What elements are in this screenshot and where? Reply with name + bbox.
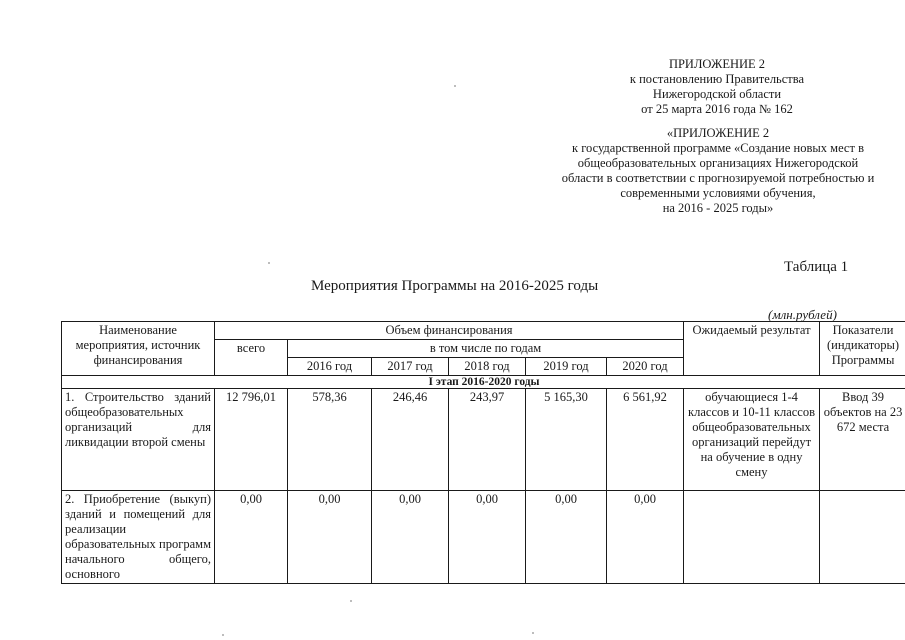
header-by-years: в том числе по годам — [288, 340, 684, 358]
appendix-line: от 25 марта 2016 года № 162 — [641, 102, 793, 116]
appendix-line: к постановлению Правительства — [629, 72, 805, 86]
scan-speck — [532, 632, 534, 634]
program-appendix-line: современными условиями обучения, — [620, 186, 816, 200]
program-appendix-line: области в соответствии с прогнозируемой потребностью и — [561, 171, 875, 185]
page-bottom-margin — [0, 584, 905, 640]
value-2019: 5 165,30 — [526, 389, 607, 491]
header-funding: Объем финансирования — [215, 322, 684, 340]
program-appendix-line: на 2016 - 2025 годы» — [662, 201, 774, 215]
scan-speck — [268, 262, 270, 264]
header-name: Наименование мероприятия, источник финансирования — [62, 322, 215, 376]
appendix-title: ПРИЛОЖЕНИЕ 2 — [668, 57, 766, 71]
value-total: 0,00 — [215, 491, 288, 584]
appendix-header — [612, 57, 822, 117]
program-appendix-line: к государственной программе «Создание новых мест в — [572, 141, 864, 155]
value-2018: 243,97 — [449, 389, 526, 491]
header-year: 2018 год — [449, 358, 526, 376]
stage-row: I этап 2016-2020 годы — [62, 376, 905, 389]
expected-result: обучающиеся 1-4 классов и 10-11 классов общеобразовательных организаций перейдут на обучение в одну смену — [684, 389, 820, 491]
value-total: 12 796,01 — [215, 389, 288, 491]
measure-name: 2. Приобретение (выкуп) зданий и помещений для реализации образовательных программ начального общего, основного — [62, 491, 215, 584]
value-2016: 0,00 — [288, 491, 372, 584]
value-2016: 578,36 — [288, 389, 372, 491]
value-2018: 0,00 — [449, 491, 526, 584]
scan-speck — [222, 634, 224, 636]
program-appendix-line: общеобразовательных организациях Нижегородской — [577, 156, 859, 170]
program-indicators — [820, 491, 905, 584]
appendix-line: Нижегородской области — [652, 87, 782, 101]
program-indicators: Ввод 39 объектов на 23 672 места — [820, 389, 905, 491]
scan-speck — [350, 600, 352, 602]
scan-speck — [454, 85, 456, 87]
header-year: 2016 год — [288, 358, 372, 376]
header-year: 2017 год — [372, 358, 449, 376]
expected-result — [684, 491, 820, 584]
value-2019: 0,00 — [526, 491, 607, 584]
header-indicators: Показатели (индикаторы) Программы — [820, 322, 905, 376]
program-appendix-header — [548, 126, 888, 216]
header-result: Ожидаемый результат — [684, 322, 820, 376]
table-row — [62, 491, 905, 584]
table-row — [62, 389, 905, 491]
header-year: 2019 год — [526, 358, 607, 376]
value-2020: 0,00 — [607, 491, 684, 584]
header-year: 2020 год — [607, 358, 684, 376]
unit-label: (млн.рублей) — [768, 307, 837, 322]
value-2017: 246,46 — [372, 389, 449, 491]
program-appendix-title: «ПРИЛОЖЕНИЕ 2 — [666, 126, 770, 140]
header-total: всего — [215, 340, 288, 376]
measures-table — [61, 321, 905, 584]
value-2020: 6 561,92 — [607, 389, 684, 491]
document-title: Мероприятия Программы на 2016-2025 годы — [311, 278, 599, 294]
table-number: Таблица 1 — [784, 259, 849, 275]
value-2017: 0,00 — [372, 491, 449, 584]
measure-name: 1. Строительство зданий общеобразовательных организаций для ликвидации второй смены — [62, 389, 215, 491]
